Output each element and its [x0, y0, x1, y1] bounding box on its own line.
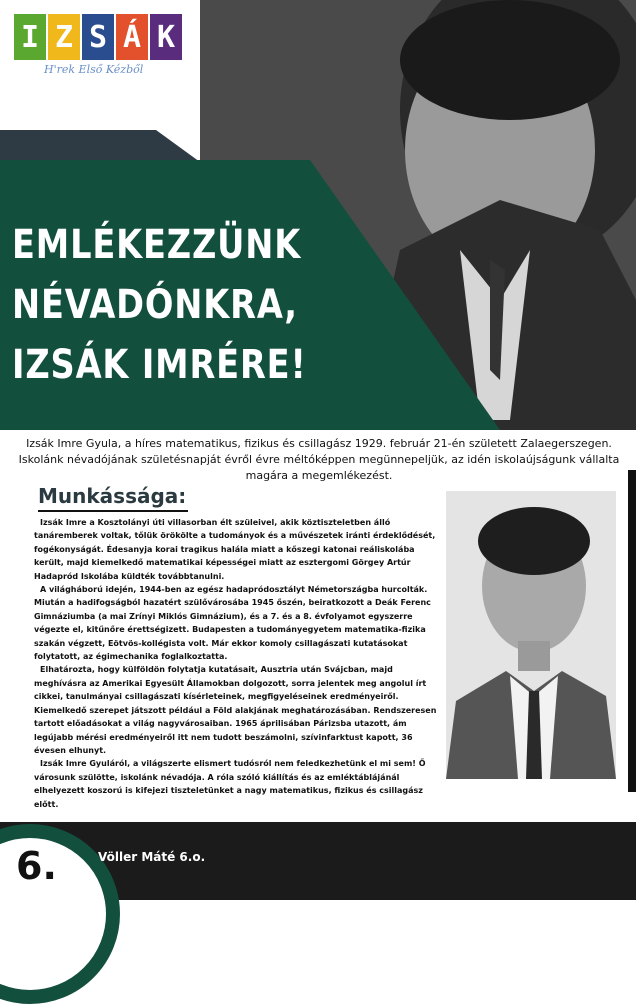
- logo-tagline: H'rek Első Kézből: [44, 63, 144, 76]
- portrait-photo: [446, 491, 616, 779]
- article-paragraph: Izsák Imre Gyuláról, a világszerte elismert tudósról nem feledkezhetünk el mi sem! Ő városunk szülötte, iskolánk névadója. A róla szóló kiállítás és az emléktáblájánál elhelyezett koszorú is kifejezi tiszteletünket a nagy matematikus, fizikus és csillagász előtt.: [34, 759, 426, 809]
- article-paragraph: Elhatározta, hogy külföldön folytatja kutatásait, Ausztria után Svájcban, majd meghívásra az Amerikai Egyesült Államokban dolgozott, sorra jelentek meg angolul írt cikkei, tanulmányai csillagászati kísérleteinek, megfigyeléseinek eredményeiről. Kiemelkedő szerepet játszott például a Föld alakjának meghatározásában. Rendszeresen tartott előadásokat a világ nagyvárosaiban. 1965 áprilisában Párizsba utazott, ám legújabb mérési eredményeiről itt nem tudott beszámolni, szívinfarktust kapott, 36 évesen elhunyt.: [34, 665, 437, 755]
- logo-letter: K: [150, 14, 182, 60]
- article-paragraph: Izsák Imre a Kosztolányi úti villasorban élt szüleivel, akik köztiszteletben álló tanáremberek voltak, tőlük örökölte a tudományok és a művészetek iránti érdeklődését, fogékonyságát. Édesanyja korai tragikus halála miatt a kőszegi katonai reáliskolába került, majd kiemelkedő matematikai képességei miatt az esztergomi Görgey Artúr Hadapród Iskolába küldték továbbtanulni.: [34, 518, 436, 581]
- hero-banner: [0, 0, 636, 430]
- logo-letter: S: [82, 14, 114, 60]
- decorative-band: [0, 130, 200, 162]
- title-line: NÉVADÓNKRA,: [12, 282, 298, 328]
- logo-letter: Á: [116, 14, 148, 60]
- decorative-bar: [628, 470, 636, 792]
- article-paragraph: A világháború idején, 1944-ben az egész hadapródosztályt Németországba hurcolták. Miután a hadifogságból hazatért szülővárosába 1945 őszén, beiratkozott a Deák Ferenc Gimnáziumba (a mai Zrínyi Miklós Gimnázium), és a 7. és a 8. évfolyamot egyszerre végezte el, kitűnőre érettségizett. Budapesten a tudományegyetem matematika-fizika szakán végzett, Eötvös-kollégista volt. Már ekkor komoly csillagászati kutatásokat folytatott, az égimechanika foglalkoztatta.: [34, 585, 431, 662]
- page-title: [12, 215, 307, 395]
- portrait-image: [446, 491, 616, 779]
- logo: [14, 14, 182, 60]
- title-line: IZSÁK IMRÉRE!: [12, 342, 307, 388]
- logo-letter: Z: [48, 14, 80, 60]
- author-credit: Völler Máté 6.o.: [98, 850, 206, 864]
- logo-letter: I: [14, 14, 46, 60]
- section-heading: Munkássága:: [38, 484, 188, 512]
- page-number: 6.: [16, 844, 57, 888]
- intro-paragraph: Izsák Imre Gyula, a híres matematikus, fizikus és csillagász 1929. február 21-én született Zalaegerszegen. Iskolánk névadójának születésnapját évről évre méltóképpen megünnepeljük, az idén iskolaújságunk vállalta magára a megemlékezést.: [18, 437, 620, 482]
- title-line: EMLÉKEZZÜNK: [12, 222, 302, 268]
- article-body: [34, 516, 442, 811]
